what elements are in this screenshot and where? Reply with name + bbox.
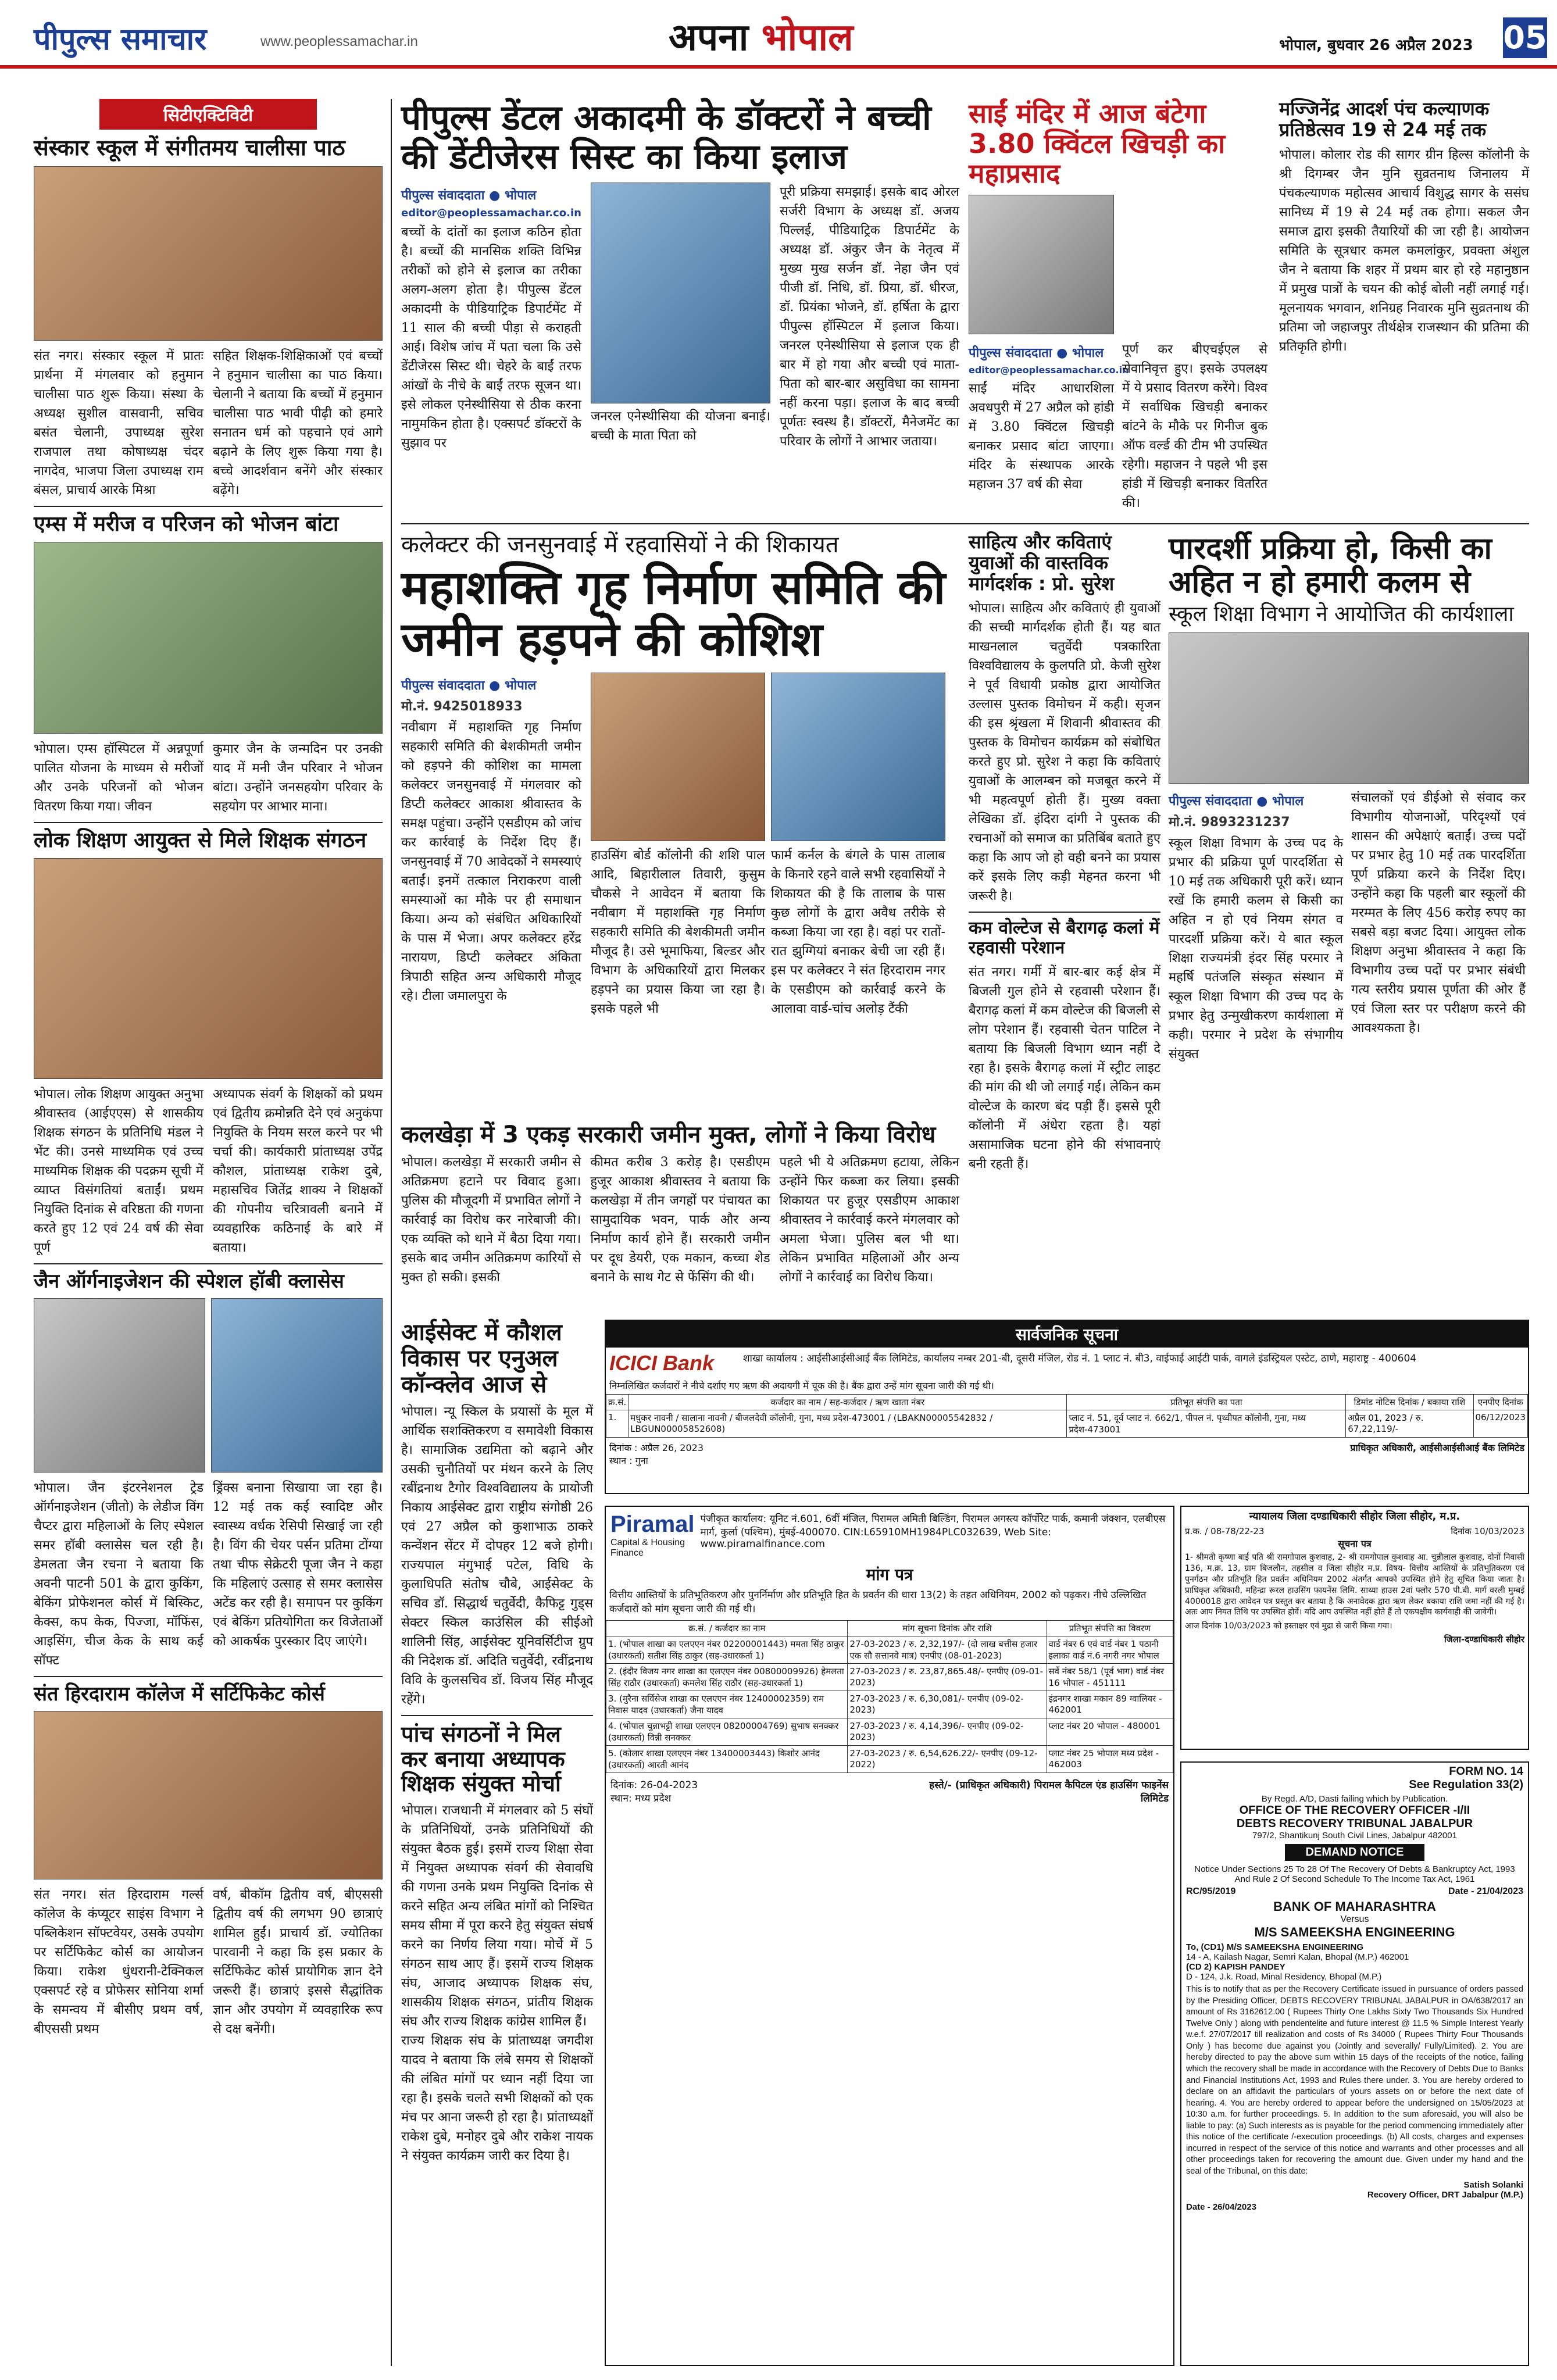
paardarshi-body-b: संचालकों एवं डीईओ से संवाद कर विभागीय योजनाओं, परिदृश्यों एवं शासन की अपेक्षाएं बताईं। उच्च पदों पर प्रभार हेतु 10 मई तक पारदर्शिता पूर्ण प्रक्रिया करने के निर्देश दिए। उन्होंने कहा कि पहली बार स्कूलों की मरम्मत के लिए 456 करोड़ रुपए का सबसे बड़ा बजट दिया। आयुक्त लोक शिक्षण अनुभा श्रीवास्तव ने कहा कि विभागीय उच्च पदों पर प्रभार संबंधी गत्य स्तरीय प्रयास पूर्णता की ओर हैं एवं जिला स्तर पर परीक्षण करने की आवश्यकता है। [1351, 790, 1526, 1035]
court-signature: जिला-दण्डाधिकारी सीहोर [1444, 1634, 1524, 1645]
piramal-cell: 27-03-2023 / रु. 23,87,865.48/- एनपीए (09-01-2023) [848, 1663, 1047, 1691]
dateline: भोपाल, बुधवार 26 अप्रैल 2023 [1279, 37, 1473, 54]
hobby-class-photo-1 [34, 1298, 205, 1473]
section-title-a: अपना [669, 16, 749, 59]
piramal-col: प्रतिभूत संपत्ति का विवरण [1047, 1620, 1173, 1636]
dental-byline: पीपुल्स संवाददाता ● भोपाल [401, 188, 537, 203]
newspaper-logo: पीपुल्स समाचार [34, 22, 207, 57]
piramal-cell: प्लाट नंबर 25 भोपाल मध्य प्रदेश - 462003 [1047, 1745, 1173, 1773]
hearing-photo-2 [771, 673, 945, 841]
drt-rc-date: Date - 21/04/2023 [1448, 1886, 1523, 1896]
hirdaram-course-body-b: वर्ष, बीकॉम द्वितीय वर्ष, बीएससी द्वितीय वर्ष की लगभग 90 छात्राएं शामिल हुईं। प्राचार्य डॉ. ज्योतिका पारवानी ने कहा कि इस प्रकार के सर्टिफिकेट कोर्स प्रायोगिक ज्ञान देने जरूरी हैं। छात्राएं इससे सैद्धांतिक ज्ञान और उपयोग में व्यवहारिक रूप से दक्ष बनेंगी। [213, 1888, 383, 2037]
panch-title: पांच संगठनों ने मिल कर बनाया अध्यापक शिक्षक संयुक्त मोर्चा [401, 1721, 565, 1797]
icici-cell: अप्रैल 01, 2023 / रु. 67,22,119/- [1346, 1410, 1473, 1438]
court-head: न्यायालय जिला दण्डाधिकारी सीहोर जिला सीहोर, म.प्र. [1249, 1510, 1460, 1523]
sai-email[interactable]: editor@peoplessamachar.co.in [969, 364, 1129, 376]
piramal-cell: 27-03-2023 / रु. 2,32,197/- (दो लाख बत्तीस हजार एक सौ सत्तानवे मात्र) एनपीए (08-01-2023) [848, 1636, 1047, 1663]
row-divider [401, 523, 1529, 524]
court-note: आज दिनांक 10/03/2023 को हस्ताक्षर एवं मुद्रा से जारी किया गया। [1185, 1621, 1392, 1631]
dental-body-a: बच्चों के दांतों का इलाज कठिन होता है। बच्चों की मानसिक शक्ति विभिन्न तरीकों को होने से इलाज का तरीका अलग-अलग होता है। पीपुल्स डेंटल अकादमी के पीडियाट्रिक डिपार्टमेंट में 11 साल की बच्ची पीड़ा से कराहती आई। विशेष जांच में पता चला कि उसे डेंटीजेरस सिस्ट थी। चेहरे के बाईं तरफ आंखों के नीचे के बाईं तरफ सूजन था। इसे लोकल एनेस्थीसिया से ठीक करना नामुमकिन होता है। एक्सपर्ट डॉक्टरों के सुझाव पर [401, 225, 581, 451]
drt-notice: Notice Under Sections 25 To 28 Of The Recovery Of Debts & Bankruptcy Act, 1993 And Rule 2 Of Second Schedule To The Income Tax Act, 1961 [1194, 1864, 1515, 1884]
city-activity-column [34, 99, 383, 2366]
court-date: दिनांक 10/03/2023 [1451, 1526, 1524, 1536]
icici-date: दिनांक : अप्रैल 26, 2023 [609, 1442, 704, 1453]
drt-office2: DEBTS RECOVERY TRIBUNAL JABALPUR [1236, 1817, 1473, 1830]
drt-office1: OFFICE OF THE RECOVERY OFFICER -I/II [1239, 1804, 1470, 1817]
kalkheda-title: कलखेड़ा में 3 एकड़ सरकारी जमीन मुक्त, लोगों ने किया विरोध [401, 1121, 936, 1148]
piramal-cell: 2. (इंदौर विजय नगर शाखा का एलएएन नंबर 00800009926) हेमलता सिंह राठौर (उधारकर्ता) कमलेश सिंह राठौर (सह-उधारकर्ता 1) [606, 1663, 848, 1691]
kalkheda-story [401, 1122, 959, 1314]
icici-intro: निम्नलिखित कर्जदारों ने नीचे दर्शाए गए ऋण की अदायगी में चूक की है। बैंक द्वारा उन्हें मांग सूचना जारी की गई थी। [609, 1380, 994, 1391]
icici-col: डिमांड नोटिस दिनांक / बकाया राशि [1346, 1395, 1473, 1410]
piramal-demand-notice [605, 1506, 1174, 2366]
mahashakti-story [401, 532, 954, 1084]
aiims-food-body-b: कुमार जैन के जन्मदिन पर उनकी याद में मनी जैन परिवार ने भोजन बांटा। उन्होंने जनसहयोग परिवार के सहयोग पर आभार माना। [213, 741, 383, 814]
table-row [606, 1691, 1173, 1718]
hirdaram-course-title: संत हिरदाराम कॉलेज में सर्टिफिकेट कोर्स [34, 1682, 325, 1706]
drt-cd2: (CD 2) KAPISH PANDEY [1186, 1962, 1285, 1972]
piramal-logo: Piramal [610, 1511, 695, 1537]
piramal-cell: इंद्रनगर शाखा मकान 89 ग्वालियर - 462001 [1047, 1691, 1173, 1718]
table-row [606, 1718, 1173, 1745]
mahashakti-body-c: फार्म कर्नल के बंगले के पास तालाब के किनारे रहने वाले सभी रहवासियों ने शिकायत की है कि तालाब के पास कुछ लोगों के द्वारा अवैध तरीके से कब्जा किया जा रहा है। वहां पर रातों-रात झुग्गियां बनाकर बेची जा रही हैं। इस पर कलेक्टर ने संत हिरदाराम नगर के एसडीएम को कार्रवाई करने के आलावा वार्ड-चांच अलोड़ टैंकी [771, 848, 945, 1016]
drt-demand-notice [1180, 1761, 1529, 2366]
voltage-body: संत नगर। गर्मी में बार-बार कई क्षेत्र में बिजली गुल होने से रहवासी परेशान हैं। बैरागढ़ कलां में कम वोल्टेज की बिजली से लोग परेशान हैं। रहवासी चेतन पाटिल ने बताया कि बिजली विभाग ध्यान नहीं दे रहा है। इसके बैरागढ़ कलां में स्ट्रीट लाइट की मांग की थी जो लगाई गई। लेकिन कम वोल्टेज के कारण बंद पड़ी हैं। इससे पूरी कॉलोनी में अंधेरा रहता है। यहां असामाजिक घटना होने की संभावनाएं बनी रहती हैं। [969, 964, 1160, 1171]
literature-story [969, 531, 1160, 1171]
aisect-body: भोपाल। न्यू स्किल के प्रयासों के मूल में आर्थिक सशक्तिकरण व समावेशी विकास है। सामाजिक उद्यमिता को बढ़ाने और उसकी चुनौतियों पर मंथन करने के लिए रबींद्रनाथ टैगोर विश्वविद्यालय के प्रायोजी निकाय आईसेक्ट द्वारा राष्ट्रीय संगोष्ठी 26 एवं 27 अप्रैल को कुशाभाऊ ठाकरे कन्वेंशन सेंटर में दोपहर 12 बजे होगी। राज्यपाल मंगुभाई पटेल, विधि के कुलाधिपति संतोष चौबे, आईसेक्ट के सचिव डॉ. सिद्धार्थ चतुर्वेदी, कैफिट्ट गुड्स सेक्टर स्किल काउंसिल की सीईओ शालिनी सिंह, आईसेक्ट यूनिवर्सिटीज ग्रुप की निदेशक डॉ. अदिति चतुर्वेदी, रवींद्रनाथ विवि के कुलसचिव डॉ. विजय सिंह मौजूद रहेंगे। [401, 1405, 593, 1707]
piramal-cell: सर्वे नंबर 58/1 (पूर्व भाग) वार्ड नंबर 16 भोपाल - 451111 [1047, 1663, 1173, 1691]
page-number: 05 [1503, 17, 1547, 58]
drt-date: Date - 26/04/2023 [1186, 2202, 1256, 2212]
icici-signature: प्राधिकृत अधिकारी, आईसीआईसीआई बैंक लिमिटेड [1350, 1442, 1524, 1453]
jain-hobby-body-b: ड्रिंक्स बनाना सिखाया जा रहा है। 12 मई तक कई स्वादिष्ट और स्वास्थ्य वर्धक रेसिपी सिखाई जा रही है। विंग की चेयर पर्सन प्रतिमा टोंग्या तथा चीफ सेक्रेटरी पूजा जैन ने कहा कि महिलाएं उत्साह से समर क्लासेस अटेंड कर रही है। समापन पर कुकिंग एवं बेकिंग प्रतियोगिता कर विजेताओं को आकर्षक पुरस्कार दिए जाएंगे। [213, 1481, 383, 1649]
mahashakti-kicker: कलेक्टर की जनसुनवाई में रहवासियों ने की शिकायत [401, 531, 839, 558]
table-row [606, 1745, 1173, 1773]
teacher-union-body-a: भोपाल। लोक शिक्षण आयुक्त अनुभा श्रीवास्तव (आईएएस) से शासकीय शिक्षक संगठन के प्रतिनिधि मंडल ने भेंट की। उनसे माध्यमिक एवं उच्च माध्यमिक शिक्षक की पदक्रम सूची में व्याप्त विसंगतियां बताईं। प्रथम नियुक्ति दिनांक से वरिष्ठता की गणना करते हुए 12 एवं 24 वर्ष की सेवा पूर्ण [34, 1087, 203, 1256]
sai-body-b: पूर्ण कर बीएचईएल से सेवानिवृत्त हुए। इसके उपलक्ष्य में ये प्रसाद वितरण करेंगे। विश्व में सर्वाधिक खिचड़ी बनाकर बांटने के मौके पर गिनीज बुक ऑफ वर्ल्ड की टीम भी उपस्थित रहेगी। महाजन ने पहले भी इस हांडी में खिचड़ी बनाकर वितरित की। [1122, 342, 1267, 510]
piramal-cell: 5. (कोलार शाखा एलएएन नंबर 13400003443) किशोर आनंद (उधारकर्ता) आरती आनंद [606, 1745, 848, 1773]
hirdaram-course-body-a: संत नगर। संत हिरदाराम गर्ल्स कॉलेज के कंप्यूटर साइंस विभाग ने पब्लिकेशन सॉफ्टवेयर, उसके उपयोग पर सर्टिफिकेट कोर्स का आयोजन किया। राकेश धुंधरानी-टेक्निकल एक्सपर्ट रहे व प्रोफेसर सोनिया शर्मा के समन्वय में बीसीए प्रथम वर्ष, बीएससी प्रथम [34, 1888, 203, 2037]
sai-byline: पीपुल्स संवाददाता ● भोपाल [969, 345, 1104, 360]
sai-temple-story [969, 99, 1271, 517]
piramal-col: मांग सूचना दिनांक और राशि [848, 1620, 1047, 1636]
drt-party1: BANK OF MAHARASHTRA [1273, 1899, 1436, 1914]
drt-versus: Versus [1340, 1914, 1369, 1924]
drt-cd2-addr: D - 124, J.k. Road, Minal Residency, Bhopal (M.P.) [1186, 1972, 1382, 1982]
piramal-cell: प्लाट नंबर 20 भोपाल - 480001 [1047, 1718, 1173, 1745]
icici-col: कर्जदार का नाम / सह-कर्जदार / ऋण खाता नंबर [628, 1395, 1067, 1410]
drt-to-addr: 14 - A, Kailash Nagar, Semri Kalan, Bhopal (M.P.) 462001 [1186, 1952, 1409, 1962]
mahashakti-byline: पीपुल्स संवाददाता ● भोपाल [401, 678, 537, 693]
icici-col: एनपीए दिनांक [1473, 1395, 1527, 1410]
drt-by: By Regd. A/D, Dasti failing which by Publication. [1261, 1794, 1448, 1804]
piramal-signature: हस्ते/- (प्राधिकृत अधिकारी) पिरामल कैपिटल एंड हाउसिंग फाइनेंस लिमिटेड [929, 1779, 1169, 1804]
piramal-sub: Capital & Housing Finance [610, 1538, 685, 1558]
mahashakti-mobile: मो.नं. 9425018933 [401, 699, 523, 714]
piramal-cell: वार्ड नंबर 6 एवं वार्ड नंबर 1 पठानी इलाका वार्ड नं.6 नगरी नगर भोपाल [1047, 1636, 1173, 1663]
court-case: प्र.क. / 08-78/22-23 [1185, 1526, 1265, 1536]
hobby-class-photo-2 [211, 1298, 383, 1473]
icici-logo: ICICI Bank [609, 1351, 715, 1375]
notice-header: सार्वजनिक सूचना [606, 1321, 1528, 1348]
kalkheda-body-c: पहले भी ये अतिक्रमण हटाया, लेकिन उन्होंने फिर कब्जा कर लिया। इसकी शिकायत पर हुजूर एसडीएम आकाश श्रीवास्तव ने कार्रवाई करने मंगलवार को अमला भेजा। पुलिस बल भी था। लेकिन प्रभावित महिलाओं और अन्य लोगों ने कार्रवाई का विरोध किया। [779, 1155, 959, 1285]
dental-surgery-photo [591, 183, 770, 403]
icici-table [606, 1394, 1528, 1438]
sai-temple-photo [969, 195, 1114, 334]
panch-body-b: राज्य शिक्षक संघ के प्रांताध्यक्ष जगदीश यादव ने बताया कि लंबे समय से शिक्षकों की लंबित मांगों पर ध्यान नहीं दिया जा रहा है। इसके चलते सभी शिक्षकों को एक मंच पर आना जरूरी हो रहा है। प्रांताध्यक्षों राकेश दुबे, मनोहर दुबे और राकेश नायक ने संयुक्त कार्यक्रम जारी कर दिया है। [401, 2034, 593, 2164]
table-row [606, 1410, 1528, 1438]
mahashakti-title: महाशक्ति गृह निर्माण समिति की जमीन हड़पने की कोशिश [401, 560, 946, 667]
icici-cell: 06/12/2023 [1473, 1410, 1527, 1438]
court-notice [1180, 1506, 1529, 1750]
piramal-heading: मांग पत्र [866, 1565, 913, 1584]
piramal-table [606, 1620, 1173, 1773]
icici-col: प्रतिभूत संपत्ति का पता [1067, 1395, 1346, 1410]
icici-place: स्थान : गुना [609, 1455, 648, 1466]
table-row [606, 1663, 1173, 1691]
drt-demand: DEMAND NOTICE [1285, 1844, 1424, 1861]
icici-cell: मधुकर नावनी / सालाना नावनी / बीजलदेवी कॉलोनी, गुना, मध्य प्रदेश-473001 / (LBAKN00005542832 / LBGUN00005852608) [628, 1410, 1067, 1438]
aiims-food-body-a: भोपाल। एम्स हॉस्पिटल में अन्नपूर्णा पालित योजना के माध्यम से मरीजों और उनके परिजनों को भोजन वितरण किया गया। जीवन [34, 741, 203, 814]
website-url[interactable]: www.peoplessamachar.in [260, 34, 418, 49]
teacher-union-body-b: अध्यापक संवर्ग के शिक्षकों को प्रथम एवं द्वितीय क्रमोन्नति देने एवं अनुकंपा नियुक्ति के नियम सरल करने पर भी चर्चा की। कार्यकारी प्रांताध्यक्ष उपेंद्र कौशल, प्रांताध्यक्ष राकेश दुबे, महासचिव जितेंद्र शाक्य ने शिक्षकों की गोपनीय चरित्रावली बनाने में व्यवहारिक कठिनाई के बारे में बताया। [213, 1087, 383, 1256]
drt-form: FORM NO. 14 [1449, 1765, 1523, 1778]
piramal-date: दिनांक: 26-04-2023 [610, 1779, 698, 1791]
voltage-title: कम वोल्टेज से बैरागढ़ कलां में रहवासी परेशान [969, 918, 1160, 959]
drt-to: To, (CD1) M/S SAMEEKSHA ENGINEERING [1186, 1942, 1364, 1952]
section-title-b: भोपाल [761, 16, 854, 59]
court-subject: सूचना पत्र [1338, 1538, 1372, 1549]
drt-reg: See Regulation 33(2) [1409, 1778, 1523, 1791]
piramal-place: स्थान: मध्य प्रदेश [610, 1792, 672, 1804]
icici-col: क्र.सं. [606, 1395, 628, 1410]
school-workshop-story [1169, 532, 1529, 1113]
piramal-cell: 27-03-2023 / रु. 6,30,081/- एनपीए (09-02-2023) [848, 1691, 1047, 1718]
icici-cell: प्लाट नं. 51, दूर्व प्लाट नं. 662/1, पीपल नं. पृथ्वीपत कॉलोनी, गुना, मध्य प्रदेश-473001 [1067, 1410, 1346, 1438]
icici-branch: शाखा कार्यालय : आईसीआईसीआई बैंक लिमिटेड, कार्यालय नम्बर 201-बी, दूसरी मंजिल, रोड नं. 1 प्लाट नं. बी3, वाईफाई आईटी पार्क, वागले इंडस्ट्रियल एस्टेट, ठाणे, महाराष्ट्र - 400604 [743, 1353, 1417, 1364]
piramal-intro: वित्तीय आस्तियों के प्रतिभूतिकरण और पुनर्निर्माण और प्रतिभूति हित के प्रवर्तन की धारा 13(2) के तहत अधिनियम, 2002 को पढ़कर। नीचे उल्लिखित कर्जदारों को मांग सूचना जारी की गई थी। [609, 1589, 1147, 1615]
jain-body: भोपाल। कोलार रोड की सागर ग्रीन हिल्स कॉलोनी के श्री दिगम्बर जैन मुनि सुव्रतनाथ जिनालय में पंचकल्याणक महोत्सव आचार्य विशुद्ध सागर के ससंघ सानिध्य में 19 से 24 मई तक होगा। सकल जैन समाज द्वारा इसकी तैयारियों की जा रही है। आयोजन समिति के सूत्रधार कमल कमलांकुर, प्रवक्ता अंशुल जैन ने बताया कि शहर में प्रथम बार हो रहे महानुष्ठान में प्रमुख पात्रों के चयन की कोई बोली नहीं लगाई गई। मूलनायक भगवान, शनिग्रह निवारक मुनि सुव्रतनाथ की प्रतिमा जो जहाजपुर तीर्थक्षेत्र राजस्थान की प्रतिमा की प्रतिकृति होगी। [1279, 147, 1529, 354]
piramal-cell: 4. (भोपाल चुन्नाभट्टी शाखा एलएएन 08200004769) सुभाष सनक्कर (उधारकर्ता) विन्नी सनक्कर [606, 1718, 848, 1745]
piramal-cell: 27-03-2023 / रु. 4,14,396/- एनपीए (09-02-2023) [848, 1718, 1047, 1745]
aiims-food-photo [34, 542, 383, 734]
paardarshi-body-a: स्कूल शिक्षा विभाग के उच्च पद के प्रभार की प्रक्रिया पूर्ण पारदर्शिता से 10 मई तक अधिकारी पूरी करें। ध्यान रखें कि हमारी कलम से किसी का अहित न हो एवं नियम संगत व पारदर्शी प्रक्रिया करें। ये बात स्कूल शिक्षा राज्यमंत्री इंदर सिंह परमार ने महर्षि पतंजलि संस्कृत संस्थान में स्कूल शिक्षा विभाग की उच्च पद के प्रभार हेतु उन्मुखीकरण कार्यशाला में कही। परमार ने प्रदेश के संभागीय संयुक्त [1169, 835, 1343, 1062]
piramal-address: पंजीकृत कार्यालय: यूनिट नं.601, 6वीं मंजिल, पिरामल अमिती बिल्डिंग, पिरामल अगस्त्य कॉर्पोरेट पार्क, कमानी जंक्शन, एलबीएस मार्ग, कुर्ला (पश्चिम), मुंबई-400070. CIN:L65910MH1984PLC032639, Web Site: www.piramalfinance.com [700, 1513, 1166, 1550]
hearing-photo-1 [591, 673, 765, 841]
paardarshi-subtitle: स्कूल शिक्षा विभाग ने आयोजित की कार्यशाला [1169, 602, 1514, 627]
drt-party2: M/S SAMEEKSHA ENGINEERING [1254, 1925, 1455, 1939]
sai-body-a: साईं मंदिर आधारशिला अवधपुरी में 27 अप्रैल को हांडी में 3.80 क्विंटल खिचड़ी बनाकर प्रसाद बांटा जाएगा। मंदिर के संस्थापक आरके महाजन 37 वर्ष की सेवा [969, 381, 1114, 492]
section-title [669, 10, 854, 61]
workshop-photo [1169, 632, 1529, 784]
drt-signer: Satish Solanki [1463, 2179, 1523, 2190]
city-activity-tag: सिटीएक्टिविटी [99, 99, 317, 130]
sahitya-title: साहित्य और कविताएं युवाओं की वास्तविक मार्गदर्शक : प्रो. सुरेश [969, 531, 1115, 595]
panch-body-a: भोपाल। राजधानी में मंगलवार को 5 संघों के प्रतिनिधियों, उनके प्रतिनिधियों की संयुक्त बैठक हुई। इसमें राज्य शिक्षा सेवा में नियुक्त अध्यापक संवर्ग की सेवावधि की गणना उनके प्रथम नियुक्ति दिनांक से करने सहित अन्य लंबित मांगों को निश्चित समय सीमा में पूरा करने हेतु संयुक्त संघर्ष करने का निर्णय लिया गया। मोर्चे में 5 संगठन साथ आए हैं। इसमें राज्य शिक्षक संघ, आजाद अध्यापक शिक्षक संघ, शासकीय शिक्षक संगठन, प्रांतीय शिक्षक संघ और राज्य शिक्षक कांग्रेस शामिल हैं। [401, 1803, 593, 2029]
icici-cell: 1. [606, 1410, 628, 1438]
hirdaram-course-photo [34, 1711, 383, 1879]
jain-hobby-body-a: भोपाल। जैन इंटरनेशनल ट्रेड ऑर्गनाइजेशन (जीतो) के लेडीज विंग चैप्टर द्वारा महिलाओं के लिए स्पेशल समर हॉबी क्लासेस चल रही है। डेमलता जैन रचना ने बताया कि अवनी पाटनी 501 के द्वारा कुकिंग, बेकिंग प्रोफेशनल कोर्स में बिस्किट, केक्स, कप केक, पिज्जा, मॉफिंस, आइसिंग, चीज केक के साथ कई सॉफ्ट [34, 1481, 203, 1668]
dental-story [401, 99, 959, 517]
aisect-title: आईसेक्ट में कौशल विकास पर एनुअल कॉन्क्लेव आज से [401, 1319, 562, 1398]
dental-email[interactable]: editor@peoplessamachar.co.in [401, 207, 581, 220]
aiims-food-title: एम्स में मरीज व परिजन को भोजन बांटा [34, 512, 339, 536]
piramal-cell: 3. (मुरैना सर्विसेज शाखा का एलएएन नंबर 12400002359) राम निवास यादव (उधारकर्ता) जैना यादव [606, 1691, 848, 1718]
piramal-cell: 27-03-2023 / रु. 6,54,626.22/- एनपीए (09-12-2022) [848, 1745, 1047, 1773]
paardarshi-mobile: मो.नं. 9893231237 [1169, 814, 1290, 830]
sai-title: साईं मंदिर में आज बंटेगा 3.80 क्विंटल खिचड़ी का महाप्रसाद [969, 98, 1225, 190]
table-row [606, 1636, 1173, 1663]
paardarshi-title: पारदर्शी प्रक्रिया हो, किसी का अहित न हो हमारी कलम से [1169, 531, 1492, 601]
court-body: 1- श्रीमती कृष्णा बाई पति श्री रामगोपाल कुशवाह, 2- श्री रामगोपाल कुशवाह आ. चुन्नीलाल कुशवाह, दोनों निवासी 136, म.क्र. 13, ग्राम बिजलौन, तहसील व जिला सीहोर म.प्र. विषय- वित्तीय आस्तियों के प्रतिभूतिकरण एवं पुनर्गठन और प्रतिभूति हित प्रवर्तन अधिनियम 2002 अंतर्गत आपको उपस्थित होने हेतु सूचित किया जाता है। प्राधिकृत अधिकारी, महिन्द्रा रूरल हाउसिंग फायनेंस लिमि. साथ्या हाउस 2वां फ्लोर 570 पी.बी. मार्ग वरली मुम्बई 4000018 द्वारा आवेदन पत्र प्रस्तुत कर बताया है कि अनावेदक द्वारा ऋण लेकर बकाया राशि जमा नहीं की गई है। अतः आप नियत तिथि पर उपस्थित होवें। यदि आप उपस्थित नहीं होते हैं तो एकपक्षीय कार्यवाही की जावेगी। [1185, 1553, 1524, 1617]
mahashakti-body-b: हाउसिंग बोर्ड कॉलोनी की शशि पाल आदि, बिहारीलाल तिवारी, कुसुम चौकसे ने आवेदन में बताया कि नवीबाग में महाशक्ति गृह निर्माण सहकारी समिति की बेशकीमती जमीन मौजूद है। उसे भूमाफिया, बिल्डर और विभाग के अधिकारियों द्वारा मिलकर हड़पने का प्रयास किया जा रहा है। इसके पहले भी [591, 848, 765, 1016]
kalkheda-body-b: कीमत करीब 3 करोड़ है। एसडीएम हुजूर आकाश श्रीवास्तव ने बताया कि कलखेड़ा में तीन जगहों पर पंचायत का सामुदायिक भवन, पार्क और अन्य निर्माण कार्य होने हैं। सरकारी जमीन पर दूध डेयरी, एक मकान, कच्चा शेड बनाने के साथ गेट से फेंसिंग की थी। [590, 1155, 770, 1285]
jain-panchkalyanak-story [1279, 99, 1529, 517]
dental-body-b: पूरी प्रक्रिया समझाई। इसके बाद ओरल सर्जरी विभाग के अध्यक्ष डॉ. अजय पिल्लई, पीडियाट्रिक डिपार्टमेंट के अध्यक्ष डॉ. अंकुर जैन के नेतृत्व में मुख्य मुख सर्जन डॉ. नेहा जैन एवं पीजी डॉ. निधि, डॉ. प्रिया, डॉ. धीरज, डॉ. प्रियंका भोजने, डॉ. हर्षिता के द्वारा पीपुल्स हॉस्पिटल में इलाज किया। जनरल एनेस्थीसिया से इलाज एक ही बार में हो गया और बच्ची एवं माता-पिता को बार-बार असुविधा का सामना नहीं करना पड़ा। इलाज के बाद बच्ची पूर्णतः स्वस्थ है। डॉक्टरों, मैनेजमेंट का परिवार के लोगों ने आभार जताया। [779, 185, 959, 449]
sahitya-body: भोपाल। साहित्य और कविताएं ही युवाओं की सच्ची मार्गदर्शक होती हैं। यह बात माखनलाल चतुर्वेदी पत्रकारिता विश्वविद्यालय के कुलपति प्रो. केजी सुरेश ने पूर्व विधायी प्रकोष्ठ द्वारा आयोजित उल्लास पुस्तक विमोचन में कही। सृजन की इस श्रृंखला में शिवानी श्रीवास्तव की पुस्तक के विमोचन कार्यक्रम को संबोधित करते हुए प्रो. सुरेश ने कहा कि कविताएं युवाओं के आलम्बन को मजबूत करने में भी महत्वपूर्ण होती हैं। मुख्य वक्ता लेखिका डॉ. इंदिरा दांगी ने पुस्तक की रचनाओं को समाज का प्रतिबिंब बताते हुए कहा कि आप जो हो वही बनने का प्रयास करें इसके लिए कड़ी मेहनत करना भी जरूरी है। [969, 601, 1160, 904]
school-chalisa-body-b: सहित शिक्षक-शिक्षिकाओं एवं बच्चों ने हनुमान चालीसा का पाठ किया। चेलानी ने बताया कि बच्चों में हनुमान चालीसा पाठ भावी पीढ़ी को हमारे सनातन धर्म को पहचाने एवं आगे बढ़ाने के लिए शुरू किया गया है। बच्चे आदर्शवान बनेंगे और संस्कार बढ़ेंगे। [213, 348, 383, 498]
drt-address: 797/2, Shantikunj South Civil Lines, Jabalpur 482001 [1252, 1831, 1457, 1841]
school-chalisa-photo [34, 166, 383, 341]
kalkheda-body-a: भोपाल। कलखेड़ा में सरकारी जमीन से अतिक्रमण हटाने पर विवाद हुआ। पुलिस की मौजूदगी में प्रभावित लोगों ने कार्रवाई का विरोध कर नारेबाजी की। एक व्यक्ति को थाने में बैठा दिया गया। इसके बाद जमीन अतिक्रमण कारियों से मुक्त हो सकी। इसकी [401, 1155, 581, 1285]
icici-public-notice [605, 1320, 1529, 1494]
teacher-union-photo [34, 858, 383, 1079]
teacher-union-title: लोक शिक्षण आयुक्त से मिले शिक्षक संगठन [34, 828, 367, 852]
paardarshi-byline: पीपुल्स संवाददाता ● भोपाल [1169, 794, 1304, 809]
drt-signer-title: Recovery Officer, DRT Jabalpur (M.P.) [1367, 2189, 1523, 2200]
aisect-story [401, 1320, 593, 2366]
drt-rc: RC/95/2019 [1186, 1886, 1236, 1896]
mahashakti-body-a: नवीबाग में महाशक्ति गृह निर्माण सहकारी समिति की बेशकीमती जमीन को हड़पने की कोशिश का मामला कलेक्टर जनसुनवाई में मंगलवार को डिप्टी कलेक्टर आकाश श्रीवास्तव के समक्ष पहुंचा। उन्होंने एसडीएम को जांच कर कार्रवाई के निर्देश दिए हैं। जनसुनवाई में 70 आवेदकों ने समस्याएं बताईं। इनमें तत्काल निराकरण वाली समस्याओं का मौके पर ही समाधान किया। अन्य को संबंधित अधिकारियों के पास में भेजा। अपर कलेक्टर हरेंद्र नारायण, डिप्टी कलेक्टर अंकिता त्रिपाठी सहित अन्य अधिकारी मौजूद रहे। टीला जमालपुरा के [401, 720, 581, 1003]
column-divider [391, 99, 392, 2366]
piramal-col: क्र.सं. / कर्जदार का नाम [606, 1620, 848, 1636]
school-chalisa-body-a: संत नगर। संस्कार स्कूल में प्रातः प्रार्थना में मंगलवार को हनुमान चालीसा पाठ शुरू किया। संस्था के अध्यक्ष सुशील वासवानी, सचिव बसंत चेलानी, उपाध्यक्ष सुरेश राजपाल तथा कोषाध्यक्ष चंदर नागदेव, भाजपा जिला उपाध्यक्ष राम बंसल, प्राचार्य आरके मिश्रा [34, 348, 203, 498]
piramal-cell: 1. (भोपाल शाखा का एलएएन नंबर 02200001443) ममता सिंह ठाकुर (उधारकर्ता) सतीश सिंह ठाकुर (सह-उधारकर्ता 1) [606, 1636, 848, 1663]
school-chalisa-title: संस्कार स्कूल में संगीतमय चालीसा पाठ [34, 135, 345, 160]
jain-hobby-title: जैन ऑर्गनाइजेशन की स्पेशल हॉबी क्लासेस [34, 1270, 344, 1293]
dental-photo-caption: जनरल एनेस्थीसिया की योजना बनाई। बच्ची के माता पिता को [590, 409, 770, 444]
drt-body: This is to notify that as per the Recovery Certificate issued in pursuance of orders passed by the Presiding Officer, DEBTS RECOVERY TRIBUNAL JABALPUR in OA/638/2017 an amount of Rs 3162612.00 ( Rupees Thirty One Lakhs Sixty Two Thousands Six Hundred Twelve Only ) along with pendentelite and future interest @ 11.5 % Simple Interest Yearly w.e.f. 27/07/2017 till realization and costs of Rs 34000 ( Rupees Thirty Four Thousands Only ) has become due against you (Jointly and severally/ Fully/Limited). 2. You are hereby directed to pay the above sum within 15 days of the receipts of the notice, failing which the recovery shall be made in accordance with the Recovery of Debts Due to Banks and Financial Institutions Act, 1993 and Rules there under. 3. You are hereby ordered to declare on an affidavit the particulars of yours assets on or before the next date of hearing. 4. You are hereby ordered to appear before the undersigned on 15/05/2023 at 10:30 a.m. for further proceedings. 5. In addition to the sum aforesaid, you will also be liable to pay: (a) Such interests as is payable for the period commencing immediately after this notice of the certificate /-execution proceedings. (b) All costs, charges and expenses incurred in respect of the service of this notice and warrants and other processes and all other proceedings taken for recovering the amount due. Given under my hand and the seal of the Tribunal, on this date: [1186, 1985, 1523, 2176]
dental-title: पीपुल्स डेंटल अकादमी के डॉक्टरों ने बच्ची की डेंटीजेरस सिस्ट का किया इलाज [401, 98, 931, 178]
masthead [0, 0, 1557, 69]
jain-title: मज्जिनेंद्र आदर्श पंच कल्याणक प्रतिष्ठेत्सव 19 से 24 मई तक [1279, 98, 1490, 141]
